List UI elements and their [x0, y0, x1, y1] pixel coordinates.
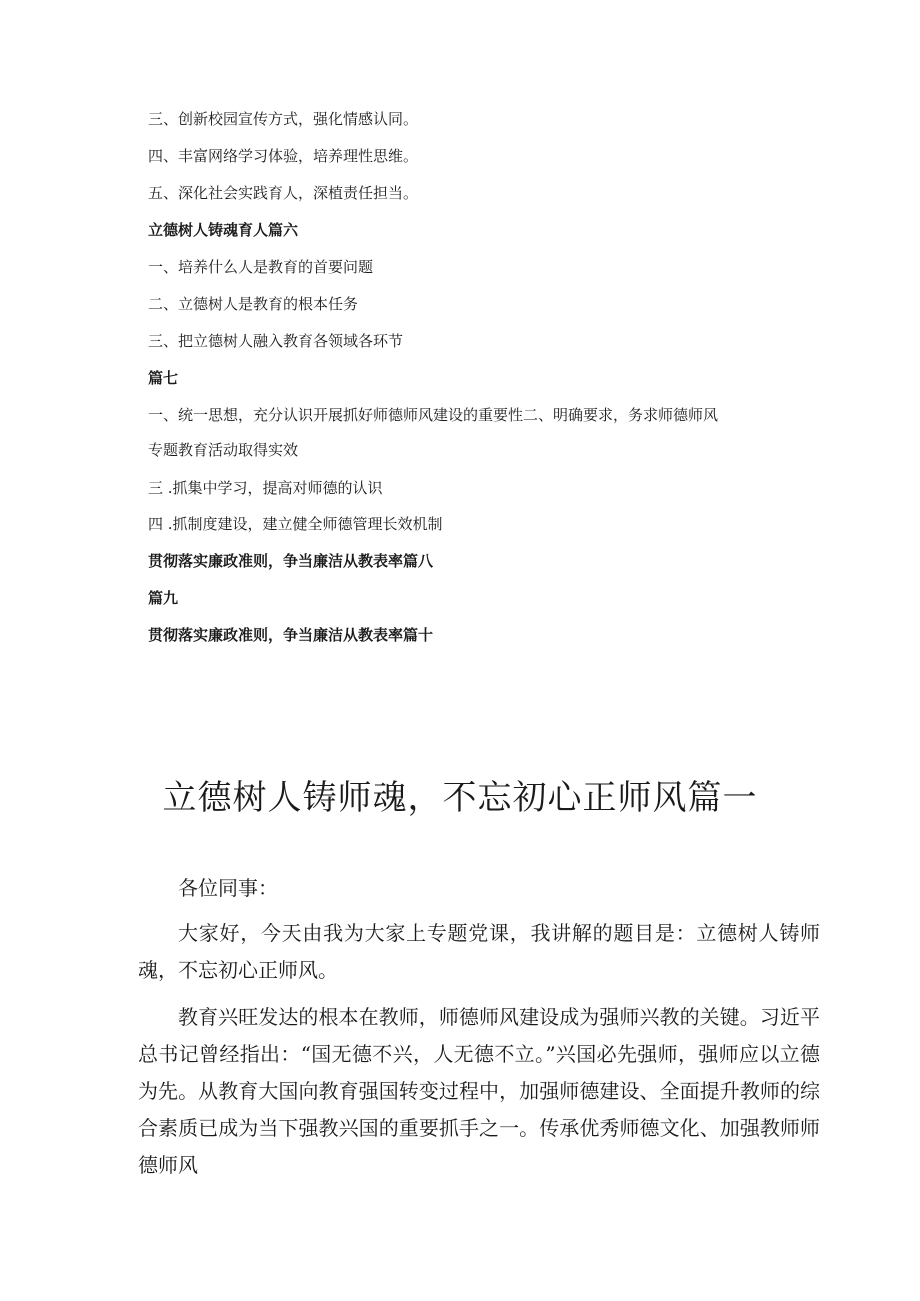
section-heading: 篇九: [148, 589, 179, 607]
outline-item: 专题教育活动取得实效: [148, 441, 299, 459]
outline-item: 四 .抓制度建设，建立健全师德管理长效机制: [148, 515, 443, 533]
article-title: 立德树人铸师魂，不忘初心正师风篇一: [162, 778, 758, 818]
article-body: [138, 870, 820, 1184]
section-heading: 贯彻落实廉政准则，争当廉洁从教表率篇十: [148, 626, 434, 644]
paragraph: 教育兴旺发达的根本在教师，师德师风建设成为强师兴教的关键。习近平总书记曾经指出：“国无德不兴，人无德不立。”兴国必先强师，强师应以立德为先。从教育大国向教育强国转变过程中，加强师德建设、全面提升教师的综合素质已成为当下强教兴国的重要抓手之一。传承优秀师德文化、加强教师师德师风: [138, 1005, 820, 1177]
outline-item: 五、深化社会实践育人，深植责任担当。: [148, 184, 419, 202]
outline-item: 三、把立德树人融入教育各领域各环节: [148, 332, 404, 350]
outline-item: 三、创新校园宣传方式，强化情感认同。: [148, 110, 419, 128]
outline-item: 一、培养什么人是教育的首要问题: [148, 258, 374, 276]
salutation: 各位同事：: [178, 876, 278, 900]
outline-item: 一、统一思想，充分认识开展抓好师德师风建设的重要性二、明确要求，务求师德师风: [148, 406, 719, 424]
paragraph: 大家好，今天由我为大家上专题党课，我讲解的题目是：立德树人铸师魂，不忘初心正师风。: [138, 921, 820, 982]
outline-item: 四、丰富网络学习体验，培养理性思维。: [148, 147, 419, 165]
outline-item: 三 .抓集中学习，提高对师德的认识: [148, 479, 383, 497]
section-heading: 立德树人铸魂育人篇六: [148, 221, 299, 239]
section-heading: 篇七: [148, 369, 179, 387]
outline-item: 二、立德树人是教育的根本任务: [148, 295, 359, 313]
section-heading: 贯彻落实廉政准则，争当廉洁从教表率篇八: [148, 552, 434, 570]
